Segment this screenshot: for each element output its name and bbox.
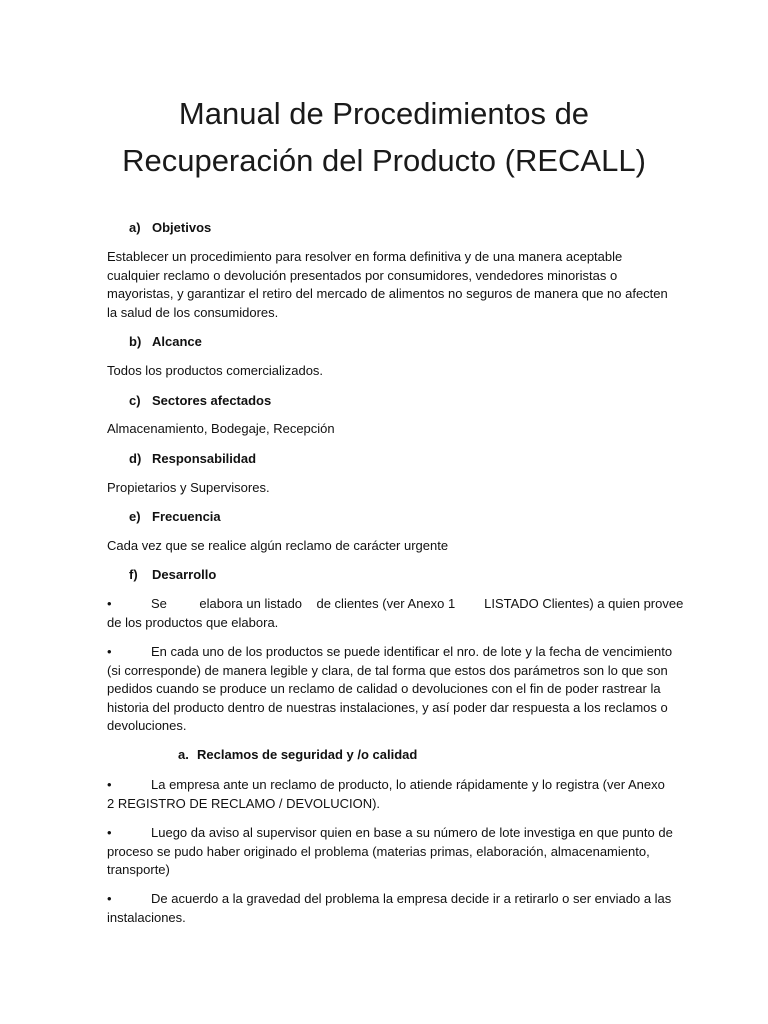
bullet-line: historia del producto dentro de nuestras instalaciones, y así poder dar respuesta a los reclamos o xyxy=(107,699,668,715)
section-paragraph-sectores xyxy=(107,420,667,439)
document-title-line-2: Recuperación del Producto (RECALL) xyxy=(122,143,646,178)
paragraph-line: Propietarios y Supervisores. xyxy=(107,480,270,495)
paragraph-line: Todos los productos comercializados. xyxy=(107,363,324,378)
section-title: Sectores afectados xyxy=(152,393,272,408)
bullet-mark: • xyxy=(107,777,112,792)
section-letter: e) xyxy=(129,509,141,524)
section-title: Responsabilidad xyxy=(152,451,257,466)
bullet-line: transporte) xyxy=(107,862,170,878)
section-title: Alcance xyxy=(152,334,202,349)
section-letter: c) xyxy=(129,393,141,408)
section-title: Desarrollo xyxy=(152,567,217,582)
bullet-mark: • xyxy=(107,825,112,840)
bullet-line: Luego da aviso al supervisor quien en base a su número de lote investiga en que punto de xyxy=(151,825,673,840)
section-heading-sectores xyxy=(129,392,271,410)
development-bullet-1 xyxy=(107,595,684,632)
section-letter: b) xyxy=(129,334,142,349)
claims-bullet-1 xyxy=(107,776,667,813)
bullet-line: de los productos que elabora. xyxy=(107,614,279,630)
section-letter: d) xyxy=(129,451,142,466)
bullet-mark: • xyxy=(107,596,112,611)
section-heading-frecuencia xyxy=(129,508,221,526)
paragraph-line: Almacenamiento, Bodegaje, Recepción xyxy=(107,421,335,436)
bullet-line: De acuerdo a la gravedad del problema la empresa decide ir a retirarlo o ser enviado a las xyxy=(151,891,672,906)
bullet-line: Se elabora un listado de clientes (ver Anexo 1 LISTADO Clientes) a quien provee xyxy=(151,596,684,611)
development-bullet-2 xyxy=(107,643,673,736)
section-paragraph-alcance xyxy=(107,362,667,381)
bullet-line: (si corresponde) de manera legible y clara, de tal forma que estos dos parámetros son lo que son xyxy=(107,662,668,678)
section-title: Frecuencia xyxy=(152,509,221,524)
section-paragraph-frecuencia xyxy=(107,537,667,556)
bullet-line: instalaciones. xyxy=(107,909,186,925)
document-title-line-1: Manual de Procedimientos de xyxy=(178,96,590,131)
bullet-line: La empresa ante un reclamo de producto, lo atiende rápidamente y lo registra (ver Anexo xyxy=(151,777,665,792)
claims-bullet-3 xyxy=(107,890,672,927)
section-letter: a) xyxy=(129,220,141,235)
subsection-letter: a. xyxy=(178,747,189,762)
subsection-title: Reclamos de seguridad y /o calidad xyxy=(197,747,418,762)
section-letter: f) xyxy=(129,567,138,582)
paragraph-line: la salud de los consumidores. xyxy=(107,304,279,320)
paragraph-line: mayoristas, y garantizar el retiro del mercado de alimentos no seguros de manera que no afecten xyxy=(107,286,668,302)
bullet-line: 2 REGISTRO DE RECLAMO / DEVOLUCION). xyxy=(107,795,381,811)
paragraph-line: Establecer un procedimiento para resolver en forma definitiva y de una manera aceptable xyxy=(107,249,623,264)
subsection-heading-reclamos xyxy=(178,746,417,764)
section-title: Objetivos xyxy=(152,220,212,235)
section-paragraph-responsabilidad xyxy=(107,479,667,498)
bullet-mark: • xyxy=(107,644,112,659)
section-heading-responsabilidad xyxy=(129,450,256,468)
bullet-mark: • xyxy=(107,891,112,906)
bullet-line: proceso se pudo haber originado el problema (materias primas, elaboración, almacenamiento, xyxy=(107,843,650,859)
bullet-line: En cada uno de los productos se puede identificar el nro. de lote y la fecha de vencimiento xyxy=(151,644,673,659)
section-heading-desarrollo xyxy=(129,566,216,584)
paragraph-line: cualquier reclamo o devolución presentados por consumidores, vendedores minoristas o xyxy=(107,267,618,283)
section-heading-alcance xyxy=(129,333,202,351)
bullet-line: devoluciones. xyxy=(107,718,187,734)
section-paragraph-objetivos xyxy=(107,248,667,322)
paragraph-line: Cada vez que se realice algún reclamo de carácter urgente xyxy=(107,538,449,553)
claims-bullet-2 xyxy=(107,824,673,880)
section-heading-objetivos xyxy=(129,219,211,237)
bullet-line: pedidos cuando se produce un reclamo de calidad o devoluciones con el fin de poder rastrear la xyxy=(107,681,661,697)
